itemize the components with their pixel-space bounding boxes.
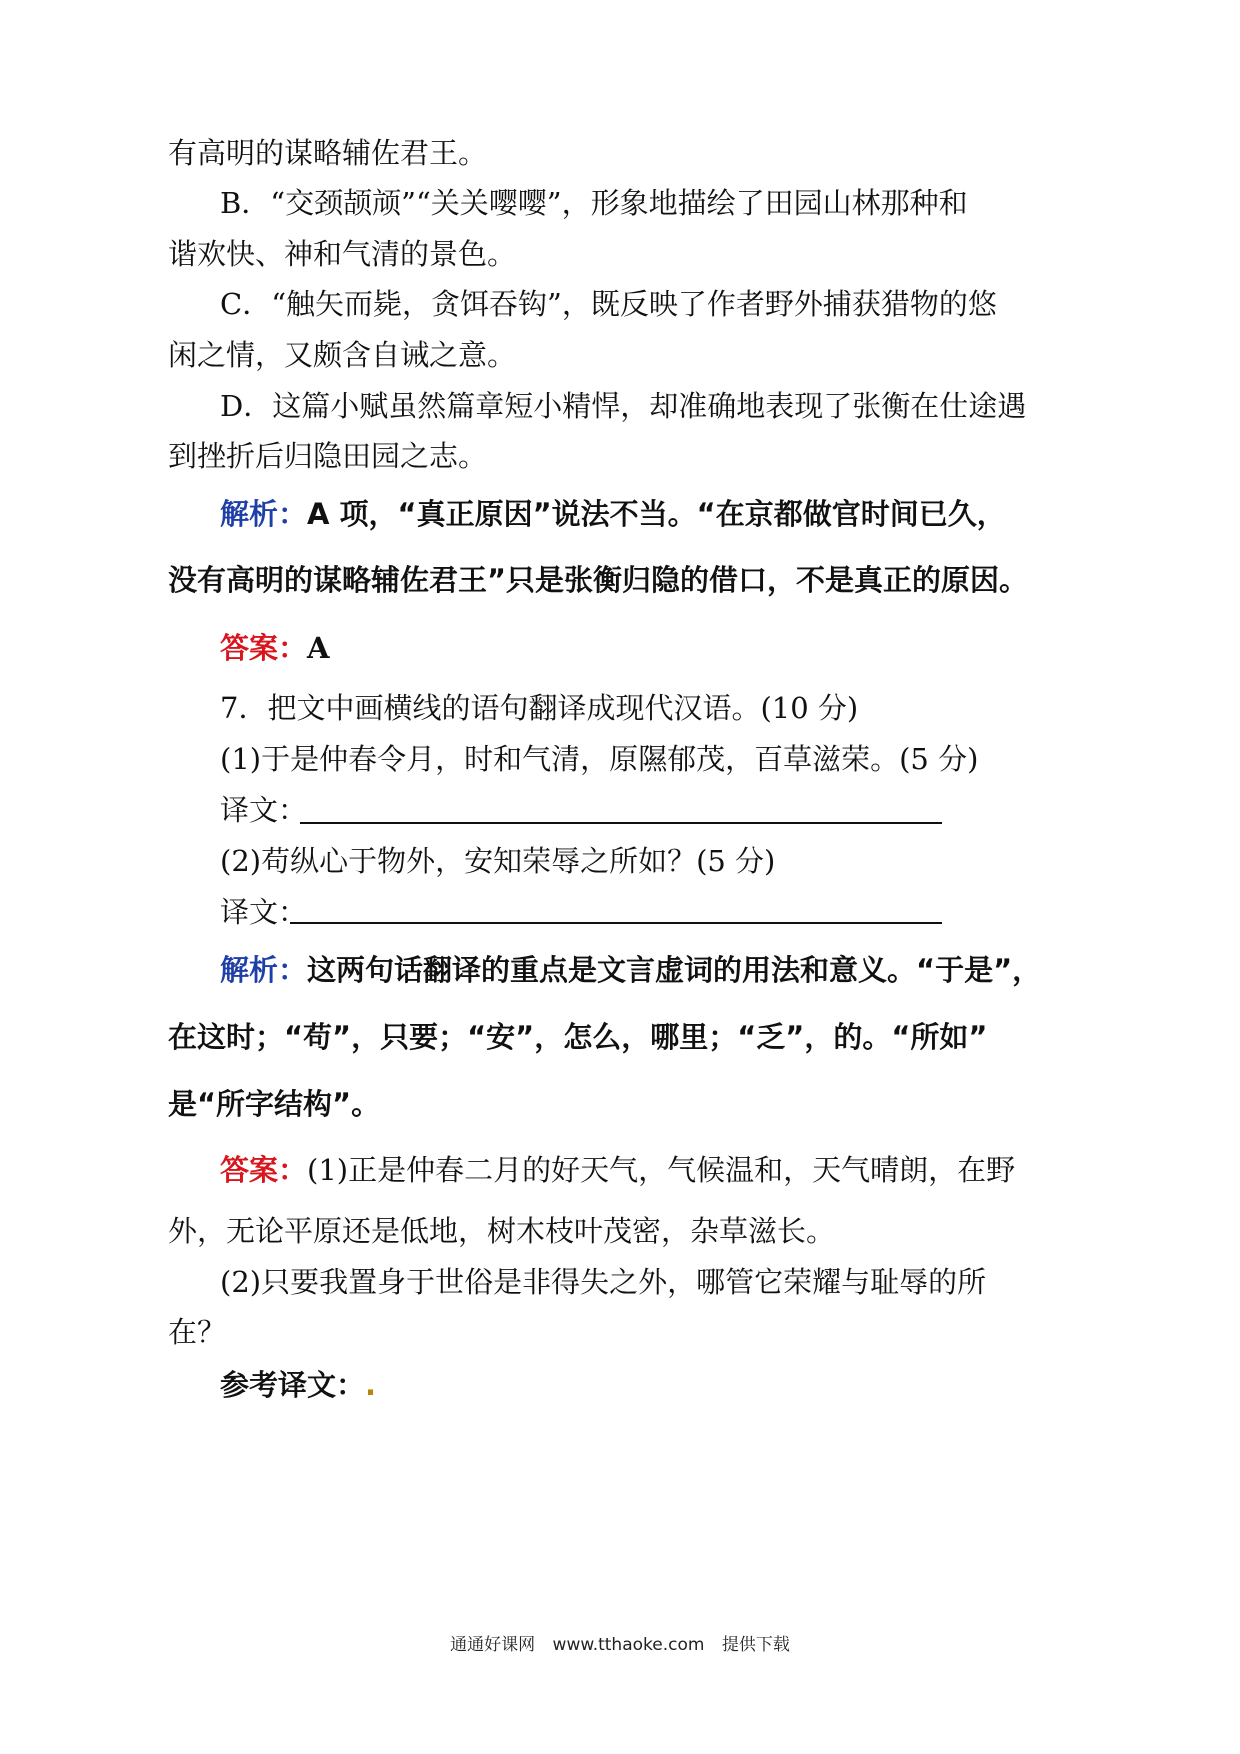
question-7-sentence-1: (1)于是仲春令月，时和气清，原隰郁茂，百草滋荣。(5 分) — [220, 742, 979, 776]
translation-label-1: 译文： — [220, 793, 308, 827]
option-b-line1: B．“交颈颉颃”“关关嘤嘤”，形象地描绘了田园山林那种和 — [220, 186, 968, 220]
answer-2-line2: 外，无论平原还是低地，树木枝叶茂密，杂草滋长。 — [168, 1214, 836, 1248]
page-footer — [0, 1630, 1240, 1655]
question-7-title: 7．把文中画横线的语句翻译成现代汉语。(10 分) — [220, 691, 859, 725]
translation-blank-1[interactable] — [300, 822, 942, 824]
analysis-2-line3: 是“所字结构”。 — [168, 1087, 381, 1121]
analysis-label: 解析： — [220, 497, 308, 531]
answer-label: 答案： — [220, 631, 308, 665]
analysis-2-line2: 在这时；“苟”，只要；“安”，怎么，哪里；“乏”，的。“所如” — [168, 1020, 988, 1054]
reference-translation-label — [220, 1365, 376, 1405]
option-b-line2: 谐欢快、神和气清的景色。 — [168, 237, 517, 271]
footer-suffix: 提供下载 — [721, 1635, 790, 1655]
footer-site-name: 通通好课网 — [450, 1635, 536, 1655]
analysis-text: A 项，“真正原因”说法不当。“在京都做官时间已久， — [307, 497, 1006, 531]
translation-blank-2[interactable] — [290, 922, 942, 924]
translation-label-2: 译文： — [220, 895, 308, 929]
analysis-2-line1 — [220, 950, 1041, 990]
option-c-line1: C．“触矢而毙，贪饵吞钩”，既反映了作者野外捕获猎物的悠 — [220, 287, 997, 321]
answer-2-line4: 在？ — [168, 1315, 227, 1349]
reference-label-text: 参考译文： — [220, 1368, 366, 1402]
answer-1 — [220, 628, 330, 668]
option-c-line2: 闲之情，又颇含自诫之意。 — [168, 338, 517, 372]
option-d-line2: 到挫折后归隐田园之志。 — [168, 439, 488, 473]
analysis-1-line1 — [220, 494, 1006, 534]
analysis-label: 解析： — [220, 953, 308, 987]
option-d-line1: D．这篇小赋虽然篇章短小精悍，却准确地表现了张衡在仕途遇 — [220, 389, 1027, 423]
answer-text: (1)正是仲春二月的好天气，气候温和，天气晴朗，在野 — [307, 1153, 1016, 1187]
answer-2-line3: (2)只要我置身于世俗是非得失之外，哪管它荣耀与耻辱的所 — [220, 1265, 987, 1299]
question-7-sentence-2: (2)苟纵心于物外，安知荣辱之所如？(5 分) — [220, 844, 776, 878]
footer-url[interactable]: www.tthaoke.com — [552, 1635, 705, 1655]
analysis-text: 这两句话翻译的重点是文言虚词的用法和意义。“于是”， — [307, 953, 1042, 987]
answer-label: 答案： — [220, 1153, 308, 1187]
answer-2-line1 — [220, 1150, 1015, 1190]
analysis-1-line2: 没有高明的谋略辅佐君王”只是张衡归隐的借口，不是真正的原因。 — [168, 563, 1029, 597]
mark-dot: . — [365, 1368, 377, 1402]
text-line: 有高明的谋略辅佐君王。 — [168, 136, 488, 170]
answer-text: A — [307, 631, 330, 665]
